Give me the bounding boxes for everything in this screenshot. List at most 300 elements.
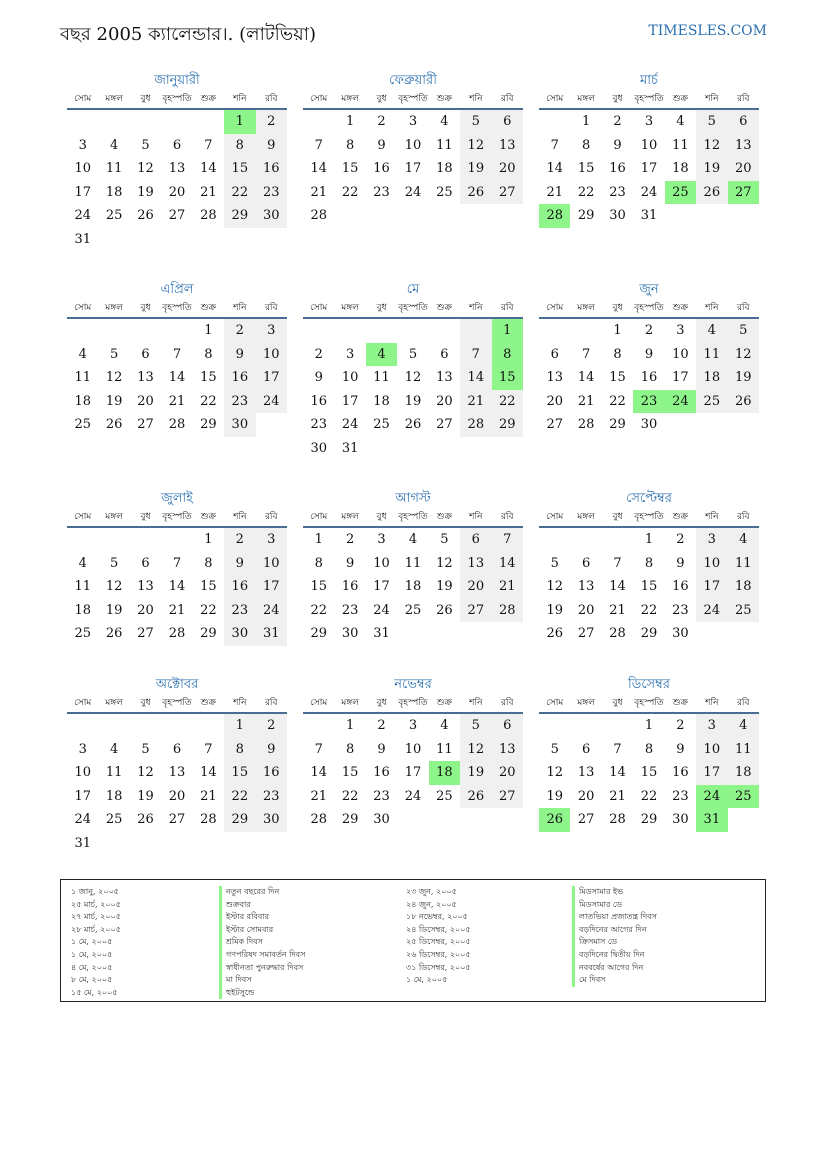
day-cell[interactable]: 5 <box>141 741 150 757</box>
day-cell[interactable]: 13 <box>728 134 759 158</box>
day-cell[interactable]: 29 <box>640 626 658 641</box>
day-cell[interactable]: 19 <box>404 393 422 409</box>
day-cell[interactable]: 30 <box>224 622 255 646</box>
day-cell[interactable]: 2 <box>256 110 287 134</box>
day-cell[interactable]: 20 <box>546 393 563 409</box>
day-cell[interactable]: 5 <box>109 555 119 571</box>
day-cell[interactable]: 19 <box>728 366 759 390</box>
day-cell[interactable]: 17 <box>696 575 727 599</box>
day-cell[interactable]: 27 <box>728 181 759 205</box>
day-cell[interactable]: 12 <box>460 134 491 158</box>
day-cell[interactable]: 18 <box>672 161 689 176</box>
day-cell[interactable]: 29 <box>310 626 327 641</box>
day-cell[interactable]: 27 <box>168 812 186 827</box>
day-cell[interactable]: 22 <box>341 788 359 804</box>
day-cell[interactable]: 31 <box>696 808 727 832</box>
day-cell[interactable]: 9 <box>676 741 685 757</box>
day-cell[interactable]: 11 <box>728 738 759 762</box>
day-cell[interactable]: 4 <box>109 741 119 757</box>
day-cell[interactable]: 9 <box>377 137 386 153</box>
day-cell[interactable]: 13 <box>492 134 523 158</box>
day-cell[interactable]: 6 <box>581 555 591 571</box>
day-cell[interactable]: 12 <box>460 738 491 762</box>
day-cell[interactable]: 3 <box>408 718 418 733</box>
day-cell[interactable]: 27 <box>137 626 154 641</box>
day-cell[interactable]: 15 <box>609 370 626 385</box>
day-cell[interactable]: 6 <box>492 714 523 738</box>
day-cell[interactable]: 24 <box>74 812 91 827</box>
day-cell[interactable]: 20 <box>460 575 491 599</box>
day-cell[interactable]: 20 <box>577 602 595 618</box>
day-cell[interactable]: 9 <box>256 738 287 762</box>
day-cell[interactable]: 27 <box>577 626 595 641</box>
day-cell[interactable]: 22 <box>200 393 217 409</box>
day-cell[interactable]: 11 <box>105 765 123 780</box>
day-cell[interactable]: 12 <box>105 579 123 594</box>
day-cell[interactable]: 24 <box>696 599 727 623</box>
day-cell[interactable]: 1 <box>345 114 355 129</box>
day-cell[interactable]: 3 <box>676 323 685 338</box>
day-cell[interactable]: 26 <box>539 808 570 832</box>
day-cell[interactable]: 27 <box>168 208 186 223</box>
day-cell[interactable]: 22 <box>640 788 658 804</box>
day-cell[interactable]: 16 <box>224 575 255 599</box>
day-cell[interactable]: 23 <box>224 390 255 414</box>
day-cell[interactable]: 12 <box>137 765 154 780</box>
day-cell[interactable]: 14 <box>492 552 523 576</box>
day-cell[interactable]: 30 <box>256 204 287 228</box>
day-cell[interactable]: 26 <box>460 785 491 809</box>
day-cell[interactable]: 28 <box>200 812 217 827</box>
day-cell[interactable]: 8 <box>345 741 355 757</box>
day-cell[interactable]: 14 <box>577 370 595 385</box>
day-cell[interactable]: 2 <box>676 532 685 547</box>
day-cell[interactable]: 15 <box>200 370 217 385</box>
day-cell[interactable]: 18 <box>105 184 123 200</box>
day-cell[interactable]: 10 <box>696 738 727 762</box>
day-cell[interactable]: 9 <box>256 134 287 158</box>
day-cell[interactable]: 18 <box>728 575 759 599</box>
day-cell[interactable]: 3 <box>696 528 727 552</box>
day-cell[interactable]: 30 <box>609 208 626 223</box>
day-cell[interactable]: 19 <box>137 184 154 200</box>
day-cell[interactable]: 13 <box>436 370 453 385</box>
day-cell[interactable]: 2 <box>256 714 287 738</box>
day-cell[interactable]: 11 <box>105 161 123 176</box>
day-cell[interactable]: 12 <box>137 161 154 176</box>
day-cell[interactable]: 5 <box>460 110 491 134</box>
day-cell[interactable]: 30 <box>310 440 327 456</box>
day-cell[interactable]: 24 <box>640 184 658 200</box>
day-cell[interactable]: 28 <box>609 812 626 827</box>
day-cell[interactable]: 25 <box>373 417 390 432</box>
day-cell[interactable]: 21 <box>546 184 563 200</box>
day-cell[interactable]: 8 <box>345 137 355 153</box>
day-cell[interactable]: 10 <box>672 346 689 362</box>
day-cell[interactable]: 21 <box>168 393 186 409</box>
day-cell[interactable]: 7 <box>460 343 491 367</box>
day-cell[interactable]: 12 <box>696 134 727 158</box>
day-cell[interactable]: 25 <box>404 602 422 618</box>
day-cell[interactable]: 9 <box>224 343 255 367</box>
day-cell[interactable]: 25 <box>74 417 91 432</box>
day-cell[interactable]: 12 <box>404 370 422 385</box>
day-cell[interactable]: 28 <box>539 204 570 228</box>
day-cell[interactable]: 14 <box>200 765 217 780</box>
day-cell[interactable]: 8 <box>492 343 523 367</box>
day-cell[interactable]: 6 <box>728 110 759 134</box>
day-cell[interactable]: 30 <box>640 417 658 432</box>
day-cell[interactable]: 9 <box>644 346 654 362</box>
day-cell[interactable]: 10 <box>404 741 422 757</box>
day-cell[interactable]: 4 <box>440 718 449 733</box>
day-cell[interactable]: 10 <box>74 765 91 780</box>
day-cell[interactable]: 1 <box>644 532 654 547</box>
day-cell[interactable]: 1 <box>224 110 255 134</box>
day-cell[interactable]: 18 <box>404 579 422 594</box>
day-cell[interactable]: 15 <box>341 161 359 176</box>
day-cell[interactable]: 18 <box>728 761 759 785</box>
day-cell[interactable]: 24 <box>665 390 696 414</box>
day-cell[interactable]: 5 <box>550 555 559 571</box>
day-cell[interactable]: 30 <box>672 812 689 827</box>
day-cell[interactable]: 20 <box>577 788 595 804</box>
day-cell[interactable]: 13 <box>137 579 154 594</box>
day-cell[interactable]: 7 <box>172 346 182 362</box>
day-cell[interactable]: 17 <box>672 370 689 385</box>
day-cell[interactable]: 29 <box>200 626 217 641</box>
day-cell[interactable]: 23 <box>341 602 359 618</box>
day-cell[interactable]: 7 <box>204 741 213 757</box>
day-cell[interactable]: 23 <box>373 184 390 200</box>
day-cell[interactable]: 24 <box>74 208 91 223</box>
day-cell[interactable]: 5 <box>696 110 727 134</box>
day-cell[interactable]: 15 <box>640 765 658 780</box>
day-cell[interactable]: 19 <box>436 579 453 594</box>
day-cell[interactable]: 17 <box>696 761 727 785</box>
day-cell[interactable]: 3 <box>345 346 355 362</box>
day-cell[interactable]: 2 <box>676 718 685 733</box>
day-cell[interactable]: 17 <box>640 161 658 176</box>
day-cell[interactable]: 21 <box>460 390 491 414</box>
day-cell[interactable]: 27 <box>492 785 523 809</box>
day-cell[interactable]: 21 <box>200 788 217 804</box>
day-cell[interactable]: 20 <box>168 788 186 804</box>
day-cell[interactable]: 3 <box>696 714 727 738</box>
day-cell[interactable]: 6 <box>581 741 591 757</box>
day-cell[interactable]: 29 <box>492 413 523 437</box>
day-cell[interactable]: 12 <box>728 343 759 367</box>
day-cell[interactable]: 26 <box>460 181 491 205</box>
day-cell[interactable]: 8 <box>224 738 255 762</box>
day-cell[interactable]: 31 <box>74 835 91 851</box>
day-cell[interactable]: 30 <box>224 413 255 437</box>
day-cell[interactable]: 24 <box>341 417 359 432</box>
day-cell[interactable]: 5 <box>141 137 150 153</box>
day-cell[interactable]: 8 <box>613 346 622 362</box>
day-cell[interactable]: 3 <box>78 741 87 757</box>
day-cell[interactable]: 25 <box>436 788 453 804</box>
day-cell[interactable]: 18 <box>696 366 727 390</box>
day-cell[interactable]: 20 <box>168 184 186 200</box>
day-cell[interactable]: 1 <box>613 323 622 338</box>
day-cell[interactable]: 15 <box>310 579 327 594</box>
day-cell[interactable]: 21 <box>310 788 327 804</box>
day-cell[interactable]: 27 <box>577 812 595 827</box>
day-cell[interactable]: 31 <box>640 208 658 223</box>
day-cell[interactable]: 5 <box>440 532 449 547</box>
day-cell[interactable]: 17 <box>404 161 422 176</box>
day-cell[interactable]: 25 <box>728 599 759 623</box>
day-cell[interactable]: 11 <box>74 579 91 594</box>
day-cell[interactable]: 13 <box>137 370 154 385</box>
day-cell[interactable]: 8 <box>581 137 591 153</box>
day-cell[interactable]: 30 <box>256 808 287 832</box>
day-cell[interactable]: 22 <box>577 184 595 200</box>
day-cell[interactable]: 17 <box>341 393 359 409</box>
day-cell[interactable]: 15 <box>200 579 217 594</box>
day-cell[interactable]: 28 <box>577 417 595 432</box>
day-cell[interactable]: 2 <box>345 532 355 547</box>
day-cell[interactable]: 10 <box>696 552 727 576</box>
day-cell[interactable]: 23 <box>256 181 287 205</box>
day-cell[interactable]: 11 <box>373 370 390 385</box>
day-cell[interactable]: 21 <box>609 788 626 804</box>
day-cell[interactable]: 4 <box>366 343 397 367</box>
day-cell[interactable]: 3 <box>256 528 287 552</box>
day-cell[interactable]: 4 <box>109 137 119 153</box>
day-cell[interactable]: 2 <box>224 528 255 552</box>
day-cell[interactable]: 7 <box>314 137 323 153</box>
day-cell[interactable]: 6 <box>460 528 491 552</box>
day-cell[interactable]: 26 <box>404 417 422 432</box>
day-cell[interactable]: 29 <box>577 208 595 223</box>
day-cell[interactable]: 7 <box>172 555 182 571</box>
day-cell[interactable]: 26 <box>696 181 727 205</box>
day-cell[interactable]: 18 <box>373 393 390 409</box>
day-cell[interactable]: 12 <box>436 555 453 571</box>
day-cell[interactable]: 11 <box>74 370 91 385</box>
day-cell[interactable]: 7 <box>204 137 213 153</box>
day-cell[interactable]: 19 <box>105 602 123 618</box>
day-cell[interactable]: 6 <box>440 346 449 362</box>
day-cell[interactable]: 25 <box>105 208 123 223</box>
day-cell[interactable]: 22 <box>310 602 327 618</box>
day-cell[interactable]: 26 <box>137 812 154 827</box>
day-cell[interactable]: 26 <box>105 626 123 641</box>
day-cell[interactable]: 18 <box>105 788 123 804</box>
day-cell[interactable]: 26 <box>546 626 563 641</box>
day-cell[interactable]: 15 <box>224 157 255 181</box>
day-cell[interactable]: 14 <box>200 161 217 176</box>
day-cell[interactable]: 9 <box>224 552 255 576</box>
day-cell[interactable]: 16 <box>672 765 689 780</box>
day-cell[interactable]: 11 <box>404 555 422 571</box>
day-cell[interactable]: 28 <box>310 812 327 827</box>
day-cell[interactable]: 2 <box>224 319 255 343</box>
day-cell[interactable]: 17 <box>74 184 91 200</box>
day-cell[interactable]: 29 <box>224 808 255 832</box>
day-cell[interactable]: 17 <box>373 579 390 594</box>
day-cell[interactable]: 22 <box>341 184 359 200</box>
day-cell[interactable]: 1 <box>492 319 523 343</box>
day-cell[interactable]: 24 <box>696 785 727 809</box>
day-cell[interactable]: 28 <box>460 413 491 437</box>
day-cell[interactable]: 30 <box>341 626 359 641</box>
day-cell[interactable]: 23 <box>310 417 327 432</box>
day-cell[interactable]: 20 <box>492 761 523 785</box>
day-cell[interactable]: 4 <box>408 532 418 547</box>
day-cell[interactable]: 17 <box>74 788 91 804</box>
day-cell[interactable]: 16 <box>373 161 390 176</box>
day-cell[interactable]: 19 <box>546 788 563 804</box>
day-cell[interactable]: 1 <box>314 532 323 547</box>
day-cell[interactable]: 31 <box>256 622 287 646</box>
day-cell[interactable]: 4 <box>440 114 449 129</box>
day-cell[interactable]: 8 <box>314 555 323 571</box>
day-cell[interactable]: 13 <box>577 765 595 780</box>
day-cell[interactable]: 14 <box>310 161 327 176</box>
day-cell[interactable]: 13 <box>168 765 186 780</box>
day-cell[interactable]: 23 <box>672 788 689 804</box>
day-cell[interactable]: 18 <box>74 393 91 409</box>
day-cell[interactable]: 2 <box>377 718 386 733</box>
day-cell[interactable]: 20 <box>436 393 453 409</box>
day-cell[interactable]: 12 <box>546 579 563 594</box>
day-cell[interactable]: 7 <box>613 555 622 571</box>
day-cell[interactable]: 11 <box>436 741 453 757</box>
day-cell[interactable]: 19 <box>460 157 491 181</box>
day-cell[interactable]: 14 <box>609 579 626 594</box>
day-cell[interactable]: 28 <box>200 208 217 223</box>
day-cell[interactable]: 10 <box>341 370 359 385</box>
day-cell[interactable]: 2 <box>377 114 386 129</box>
site-name[interactable]: TIMESLES.COM <box>648 23 767 39</box>
day-cell[interactable]: 26 <box>105 417 123 432</box>
day-cell[interactable]: 16 <box>256 157 287 181</box>
day-cell[interactable]: 16 <box>609 161 626 176</box>
day-cell[interactable]: 9 <box>613 137 622 153</box>
day-cell[interactable]: 31 <box>74 231 91 247</box>
day-cell[interactable]: 5 <box>408 346 418 362</box>
day-cell[interactable]: 13 <box>577 579 595 594</box>
day-cell[interactable]: 23 <box>609 184 626 200</box>
day-cell[interactable]: 27 <box>546 417 563 432</box>
day-cell[interactable]: 1 <box>204 323 213 338</box>
day-cell[interactable]: 17 <box>404 765 422 780</box>
day-cell[interactable]: 27 <box>137 417 154 432</box>
day-cell[interactable]: 14 <box>310 765 327 780</box>
day-cell[interactable]: 1 <box>204 532 213 547</box>
day-cell[interactable]: 31 <box>341 440 359 456</box>
day-cell[interactable]: 23 <box>256 785 287 809</box>
day-cell[interactable]: 28 <box>168 417 186 432</box>
day-cell[interactable]: 14 <box>168 370 186 385</box>
day-cell[interactable]: 16 <box>310 393 327 409</box>
day-cell[interactable]: 12 <box>546 765 563 780</box>
day-cell[interactable]: 13 <box>460 552 491 576</box>
day-cell[interactable]: 3 <box>256 319 287 343</box>
day-cell[interactable]: 18 <box>74 602 91 618</box>
day-cell[interactable]: 2 <box>613 114 622 129</box>
day-cell[interactable]: 25 <box>665 181 696 205</box>
day-cell[interactable]: 29 <box>609 417 626 432</box>
day-cell[interactable]: 4 <box>78 555 87 571</box>
day-cell[interactable]: 22 <box>492 390 523 414</box>
day-cell[interactable]: 17 <box>256 366 287 390</box>
day-cell[interactable]: 26 <box>728 390 759 414</box>
day-cell[interactable]: 6 <box>141 555 150 571</box>
day-cell[interactable]: 24 <box>256 390 287 414</box>
day-cell[interactable]: 2 <box>314 346 323 362</box>
day-cell[interactable]: 11 <box>696 343 727 367</box>
day-cell[interactable]: 22 <box>200 602 217 618</box>
day-cell[interactable]: 9 <box>314 370 323 385</box>
day-cell[interactable]: 9 <box>345 555 355 571</box>
day-cell[interactable]: 9 <box>676 555 685 571</box>
day-cell[interactable]: 6 <box>492 110 523 134</box>
day-cell[interactable]: 25 <box>728 785 759 809</box>
day-cell[interactable]: 13 <box>168 161 186 176</box>
day-cell[interactable]: 21 <box>609 602 626 618</box>
day-cell[interactable]: 10 <box>256 343 287 367</box>
day-cell[interactable]: 30 <box>672 626 689 641</box>
day-cell[interactable]: 20 <box>728 157 759 181</box>
day-cell[interactable]: 29 <box>200 417 217 432</box>
day-cell[interactable]: 27 <box>436 417 453 432</box>
day-cell[interactable]: 25 <box>105 812 123 827</box>
day-cell[interactable]: 19 <box>696 157 727 181</box>
day-cell[interactable]: 13 <box>546 370 563 385</box>
day-cell[interactable]: 14 <box>546 161 563 176</box>
day-cell[interactable]: 25 <box>74 626 91 641</box>
day-cell[interactable]: 22 <box>640 602 658 618</box>
day-cell[interactable]: 18 <box>429 761 460 785</box>
day-cell[interactable]: 4 <box>728 528 759 552</box>
day-cell[interactable]: 14 <box>460 366 491 390</box>
day-cell[interactable]: 19 <box>460 761 491 785</box>
day-cell[interactable]: 6 <box>172 137 182 153</box>
day-cell[interactable]: 9 <box>377 741 386 757</box>
day-cell[interactable]: 30 <box>373 812 390 827</box>
day-cell[interactable]: 22 <box>609 393 626 409</box>
day-cell[interactable]: 1 <box>345 718 355 733</box>
day-cell[interactable]: 26 <box>137 208 154 223</box>
day-cell[interactable]: 7 <box>581 346 591 362</box>
day-cell[interactable]: 15 <box>492 366 523 390</box>
day-cell[interactable]: 21 <box>200 184 217 200</box>
day-cell[interactable]: 1 <box>581 114 591 129</box>
day-cell[interactable]: 28 <box>310 208 327 223</box>
day-cell[interactable]: 29 <box>224 204 255 228</box>
day-cell[interactable]: 24 <box>404 184 422 200</box>
day-cell[interactable]: 15 <box>577 161 595 176</box>
day-cell[interactable]: 5 <box>550 741 559 757</box>
day-cell[interactable]: 29 <box>341 812 359 827</box>
day-cell[interactable]: 11 <box>672 137 689 153</box>
day-cell[interactable]: 27 <box>492 181 523 205</box>
day-cell[interactable]: 18 <box>436 161 453 176</box>
day-cell[interactable]: 28 <box>168 626 186 641</box>
day-cell[interactable]: 16 <box>256 761 287 785</box>
day-cell[interactable]: 4 <box>78 346 87 362</box>
day-cell[interactable]: 16 <box>373 765 390 780</box>
day-cell[interactable]: 26 <box>436 602 453 618</box>
day-cell[interactable]: 29 <box>640 812 658 827</box>
day-cell[interactable]: 16 <box>672 579 689 594</box>
day-cell[interactable]: 2 <box>644 323 654 338</box>
day-cell[interactable]: 7 <box>613 741 622 757</box>
